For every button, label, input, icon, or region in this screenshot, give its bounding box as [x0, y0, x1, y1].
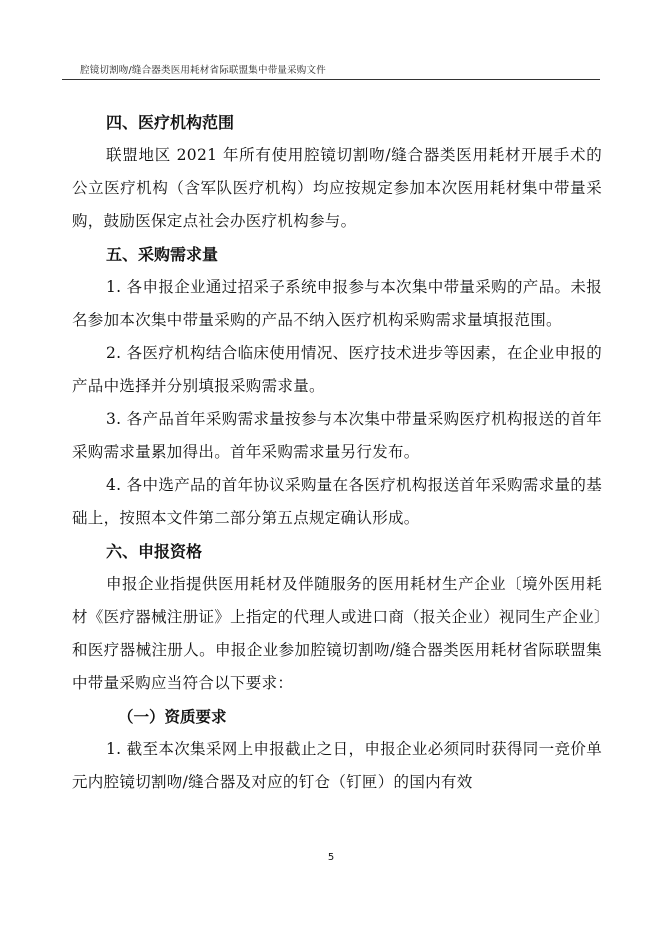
- section-5-paragraph-2: 2. 各医疗机构结合临床使用情况、医疗技术进步等因素，在企业申报的产品中选择并分别填报采购需求量。: [72, 344, 602, 395]
- header-divider: [62, 79, 600, 80]
- section-5-paragraph-3: 3. 各产品首年采购需求量按参与本次集中带量采购医疗机构报送的首年采购需求量累加得出。首年采购需求量另行发布。: [72, 410, 602, 461]
- body-content: [72, 106, 602, 799]
- page-number: 5: [327, 852, 335, 863]
- section-heading-4: 四、医疗机构范围: [106, 113, 235, 132]
- section-4-paragraph-1: 联盟地区 2021 年所有使用腔镜切割吻/缝合器类医用耗材开展手术的公立医疗机构（含军队医疗机构）均应按规定参加本次医用耗材集中带量采购，鼓励医保定点社会办医疗机构参与。: [72, 146, 602, 230]
- section-5-paragraph-1: 1. 各申报企业通过招采子系统申报参与本次集中带量采购的产品。未报名参加本次集中带量采购的产品不纳入医疗机构采购需求量填报范围。: [72, 278, 602, 329]
- section-6-paragraph-1: 申报企业指提供医用耗材及伴随服务的医用耗材生产企业〔境外医用耗材《医疗器械注册证》上指定的代理人或进口商（报关企业）视同生产企业〕和医疗器械注册人。申报企业参加腔镜切割吻/缝合器类医用耗材省际联盟集中带量采购应当符合以下要求：: [72, 575, 602, 692]
- section-heading-6: 六、申报资格: [106, 542, 203, 561]
- running-header: 腔镜切割吻/缝合器类医用耗材省际联盟集中带量采购文件: [80, 65, 326, 76]
- section-6-paragraph-2: 1. 截至本次集采网上申报截止之日，申报企业必须同时获得同一竞价单元内腔镜切割吻/缝合器及对应的钉仓（钉匣）的国内有效: [72, 740, 602, 791]
- subsection-heading-qualification: （一）资质要求: [118, 707, 227, 726]
- section-5-paragraph-4: 4. 各中选产品的首年协议采购量在各医疗机构报送首年采购需求量的基础上，按照本文件第二部分第五点规定确认形成。: [72, 476, 602, 527]
- section-heading-5: 五、采购需求量: [106, 245, 219, 264]
